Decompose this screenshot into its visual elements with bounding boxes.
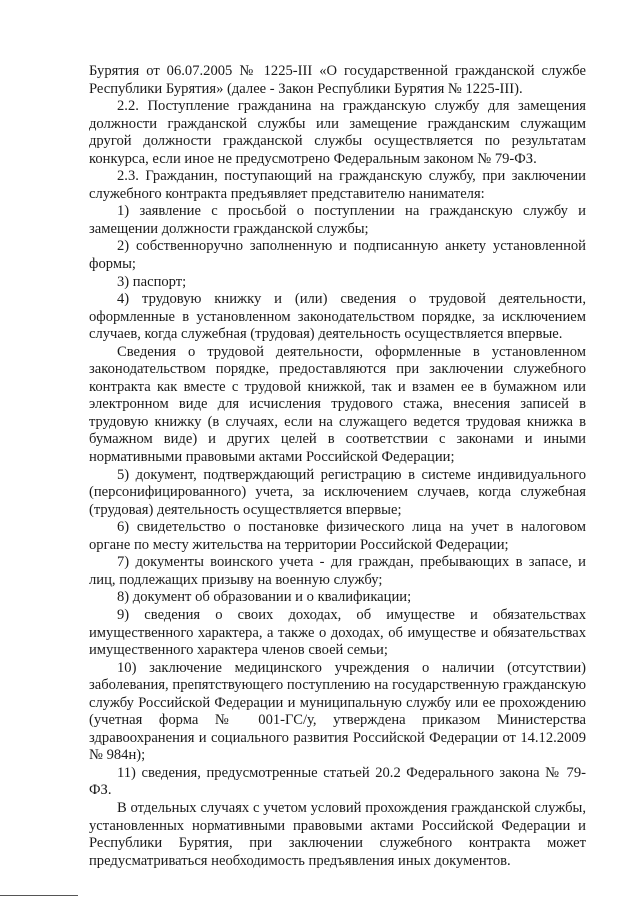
paragraph-2-2: 2.2. Поступление гражданина на гражданскую службу для замещения должности гражданской службы или замещение гражданским служащим другой должности гражданской службы осуществляется по результатам конкурса, если иное не предусмотрено Федеральным законом № 79-ФЗ. xyxy=(89,98,586,167)
list-item-8: 8) документ об образовании и о квалификации; xyxy=(117,589,412,606)
paragraph-2-3: 2.3. Гражданин, поступающий на гражданскую службу, при заключении служебного контракта предъявляет представителю нанимателя: xyxy=(89,168,586,202)
list-item-11: 11) сведения, предусмотренные статьей 20.2 Федерального закона № 79-ФЗ. xyxy=(89,764,586,799)
list-item-1: 1) заявление с просьбой о поступлении на гражданскую службу и замещении должности гражданской службы; xyxy=(89,203,586,237)
paragraph-continuation: Бурятия от 06.07.2005 № 1225-III «О государственной гражданской службе Республики Бурятия» (далее - Закон Республики Бурятия № 1225-III). xyxy=(89,63,586,97)
document-body xyxy=(89,63,586,870)
list-item-5: 5) документ, подтверждающий регистрацию в системе индивидуального (персонифицированного) учета, за исключением случаев, когда служебная (трудовая) деятельность осуществляется впервые; xyxy=(89,466,586,518)
paragraph-other-documents: В отдельных случаях с учетом условий прохождения гражданской службы, установленных нормативными правовыми актами Российской Федерации и Республики Бурятия, при заключении служебного контракта может предусматриваться необходимость предъявления иных документов. xyxy=(89,799,586,869)
list-item-9: 9) сведения о своих доходах, об имуществе и обязательствах имущественного характера, а также о доходах, об имуществе и обязательствах имущественного характера членов своей семьи; xyxy=(89,606,586,659)
list-item-4: 4) трудовую книжку и (или) сведения о трудовой деятельности, оформленные в установленном законодательством порядке, за исключением случаев, когда служебная (трудовая) деятельность осуществляется впервые. xyxy=(89,291,586,343)
list-item-7: 7) документы воинского учета - для граждан, пребывающих в запасе, и лиц, подлежащих призыву на военную службу; xyxy=(89,554,586,588)
list-item-3: 3) паспорт; xyxy=(117,273,187,290)
list-item-10: 10) заключение медицинского учреждения о наличии (отсутствии) заболевания, препятствующего поступлению на государственную гражданскую службу Российской Федерации и муниципальную службу или ее прохождению (учетная форма № 001-ГС/у, утверждена приказом Министерства здравоохранения и социального развития Российской Федерации от 14.12.2009 № 984н); xyxy=(89,659,586,764)
list-item-6: 6) свидетельство о постановке физического лица на учет в налоговом органе по месту жительства на территории Российской Федерации; xyxy=(89,519,586,553)
list-item-2: 2) собственноручно заполненную и подписанную анкету установленной формы; xyxy=(89,238,586,273)
footnote-divider xyxy=(0,895,78,896)
paragraph-employment-info: Сведения о трудовой деятельности, оформленные в установленном законодательством порядке, предоставляются при заключении служебного контракта как вместе с трудовой книжкой, так и взамен ее в бумажном или электронном виде для исчисления трудового стажа, внесения записей в трудовую книжку (в случаях, если на служащего ведется трудовая книжка в бумажном виде) и других целей в соответствии с законами и иными нормативными правовыми актами Российской Федерации; xyxy=(89,343,586,466)
